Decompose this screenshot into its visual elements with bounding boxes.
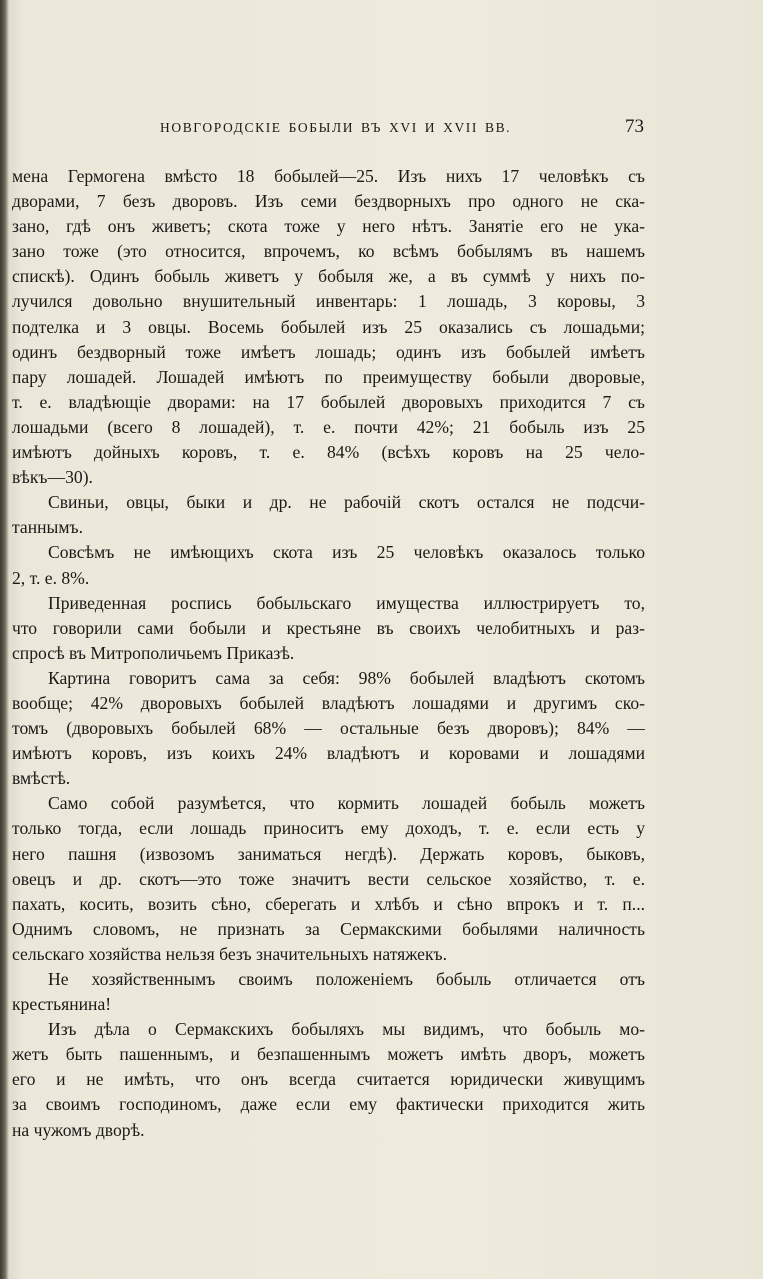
text-line: мена Гермогена вмѣсто 18 бобылей—25. Изъ нихъ 17 человѣкъ съ — [12, 166, 645, 186]
text-line: жетъ быть пашеннымъ, и безпашеннымъ можетъ имѣть дворъ, можетъ — [12, 1044, 645, 1065]
text-line: Не хозяйственнымъ своимъ положеніемъ бобыль отличается отъ — [48, 969, 645, 989]
text-line: Однимъ словомъ, не признать за Сермакскими бобылями наличность — [12, 918, 645, 939]
text-line: лошадьми (всего 8 лошадей), т. е. почти 42%; 21 бобыль изъ 25 — [12, 416, 645, 437]
text-line: имѣютъ дойныхъ коровъ, т. е. 84% (всѣхъ коровъ на 25 чело- — [12, 442, 645, 463]
page-header — [160, 116, 650, 142]
text-line: томъ (дворовыхъ бобылей 68% — остальные безъ дворовъ); 84% — — [12, 718, 645, 739]
text-line: на чужомъ дворѣ. — [12, 1119, 145, 1140]
running-title: НОВГОРОДСКІЕ БОБЫЛИ ВЪ XVI И XVII ВВ. — [160, 120, 512, 135]
text-line: за своимъ господиномъ, даже если ему фактически приходится жить — [12, 1094, 645, 1115]
text-line: Совсѣмъ не имѣющихъ скота изъ 25 человѣкъ оказалось только — [48, 542, 645, 563]
text-line: вѣкъ—30). — [12, 467, 93, 488]
text-line: спискѣ). Одинъ бобыль живетъ у бобыля же, а въ суммѣ у нихъ по- — [12, 266, 645, 287]
text-line: зано тоже (это относится, впрочемъ, ко всѣмъ бобылямъ въ нашемъ — [12, 241, 645, 262]
text-line: крестьянина! — [12, 994, 112, 1015]
paragraph — [12, 591, 645, 666]
paragraph — [12, 791, 645, 967]
page-binding-edge — [0, 0, 9, 1279]
body-text — [12, 164, 645, 1143]
text-line: Само собой разумѣется, что кормить лошадей бобыль можетъ — [48, 793, 645, 814]
paragraph — [12, 967, 645, 1017]
text-line: только тогда, если лошадь приноситъ ему доходъ, т. е. если есть у — [12, 818, 645, 839]
text-line: Свиньи, овцы, быки и др. не рабочій скотъ остался не подсчи- — [48, 492, 645, 513]
text-line: вообще; 42% дворовыхъ бобылей владѣютъ лошадями и другимъ ско- — [12, 692, 645, 713]
text-line: т. е. владѣющіе дворами: на 17 бобылей дворовыхъ приходится 7 съ — [12, 391, 645, 412]
text-line: него пашня (извозомъ заниматься негдѣ). Держать коровъ, быковъ, — [12, 843, 645, 864]
paragraph — [12, 1017, 645, 1142]
text-line: дворами, 7 безъ дворовъ. Изъ семи бездворныхъ про одного не ска- — [12, 191, 645, 212]
text-line: Приведенная роспись бобыльскаго имущества иллюстрируетъ то, — [48, 592, 645, 613]
paragraph — [12, 164, 645, 490]
paragraph — [12, 490, 645, 540]
page-number: 73 — [625, 116, 644, 137]
text-line: Картина говоритъ сама за себя: 98% бобылей владѣютъ скотомъ — [48, 667, 645, 688]
paragraph — [12, 666, 645, 791]
text-line: таннымъ. — [12, 517, 83, 538]
paragraph — [12, 540, 645, 590]
text-line: подтелка и 3 овцы. Восемь бобылей изъ 25 оказались съ лошадьми; — [12, 316, 645, 337]
text-line: сельскаго хозяйства нельзя безъ значительныхъ натяжекъ. — [12, 943, 448, 964]
text-line: спросѣ въ Митрополичьемъ Приказѣ. — [12, 642, 295, 663]
text-line: одинъ бездворный тоже имѣетъ лошадь; одинъ изъ бобылей имѣетъ — [12, 341, 645, 362]
text-line: пару лошадей. Лошадей имѣютъ по преимуществу бобыли дворовые, — [12, 366, 645, 387]
text-line: зано, гдѣ онъ живетъ; скота тоже у него нѣтъ. Занятіе его не ука- — [12, 216, 645, 237]
text-line: что говорили сами бобыли и крестьяне въ своихъ челобитныхъ и раз- — [12, 617, 645, 638]
text-line: лучился довольно внушительный инвентарь: 1 лошадь, 3 коровы, 3 — [12, 291, 645, 312]
text-line: 2, т. е. 8%. — [12, 567, 90, 588]
text-line: овецъ и др. скотъ—это тоже значитъ вести сельское хозяйство, т. е. — [12, 868, 645, 889]
text-line: его и не имѣть, что онъ всегда считается юридически живущимъ — [12, 1069, 645, 1090]
text-line: имѣютъ коровъ, изъ коихъ 24% владѣютъ и коровами и лошадями — [12, 743, 645, 764]
text-line: вмѣстѣ. — [12, 768, 71, 789]
text-line: Изъ дѣла о Сермакскихъ бобыляхъ мы видимъ, что бобыль мо- — [48, 1019, 645, 1040]
text-line: пахать, косить, возить сѣно, сберегать и хлѣбъ и сѣно впрокъ и т. п... — [12, 893, 645, 914]
